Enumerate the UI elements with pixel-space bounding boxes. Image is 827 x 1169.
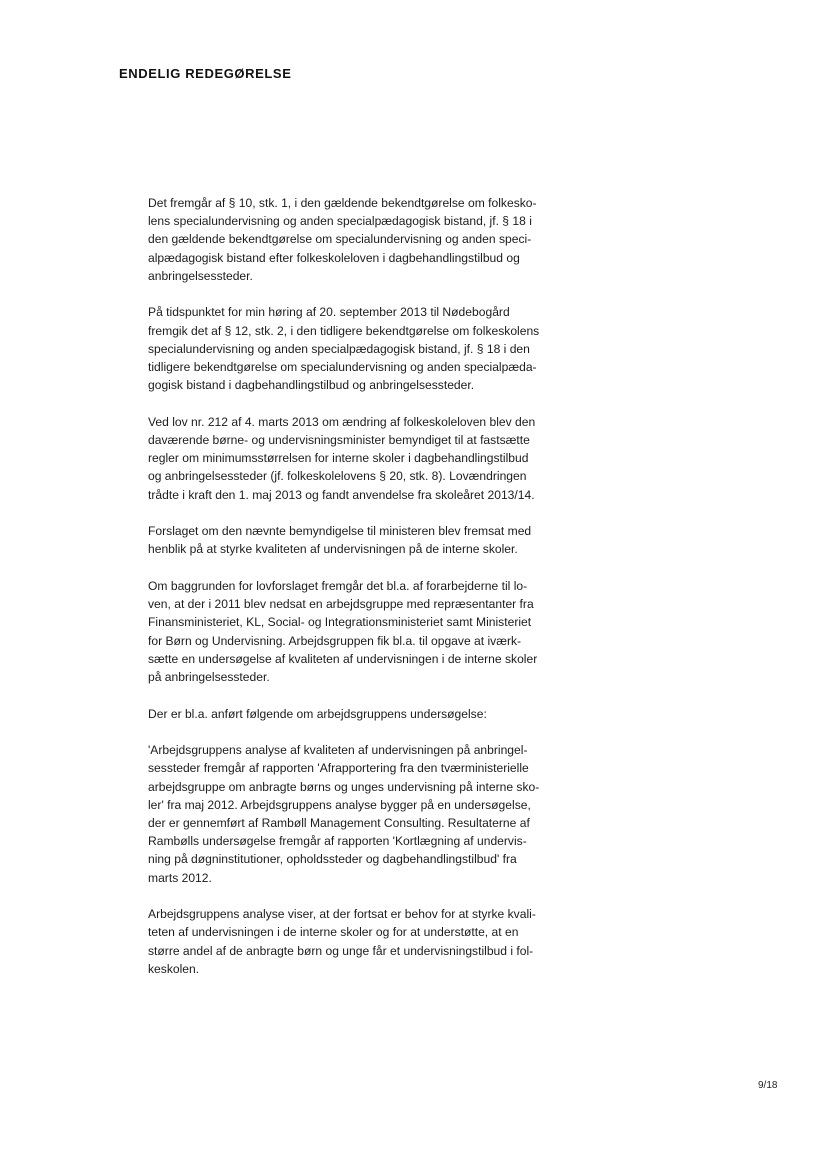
paragraph-line: Der er bl.a. anført følgende om arbejdsgruppens undersøgelse: xyxy=(148,706,487,721)
paragraph xyxy=(148,522,588,558)
paragraph-line: for Børn og Undervisning. Arbejdsgruppen fik bl.a. til opgave at iværk- xyxy=(148,633,522,648)
paragraph xyxy=(148,705,588,723)
paragraph-line: marts 2012. xyxy=(148,870,212,885)
paragraph-line: Det fremgår af § 10, stk. 1, i den gældende bekendtgørelse om folkesko- xyxy=(148,196,537,210)
paragraph-line: Ved lov nr. 212 af 4. marts 2013 om ændring af folkeskoleloven blev den xyxy=(148,414,536,429)
paragraph-line: ning på døgninstitutioner, opholdssteder og dagbehandlingstilbud' fra xyxy=(148,852,517,867)
paragraph-line: Om baggrunden for lovforslaget fremgår det bl.a. af forarbejderne til lo- xyxy=(148,579,528,594)
paragraph-line: arbejdsgruppe om anbragte børns og unges undervisning på interne sko- xyxy=(148,779,540,794)
paragraph-line: trådte i kraft den 1. maj 2013 og fandt anvendelse fra skoleåret 2013/14. xyxy=(148,487,535,502)
paragraph-line: lens specialundervisning og anden specialpædagogisk bistand, jf. § 18 i xyxy=(148,214,532,229)
paragraph-line: Forslaget om den nævnte bemyndigelse til ministeren blev fremsat med xyxy=(148,524,532,539)
paragraph-line: keskolen. xyxy=(148,961,200,976)
paragraph-line: henblik på at styrke kvaliteten af undervisningen på de interne skoler. xyxy=(148,542,518,557)
paragraph xyxy=(148,303,588,394)
paragraph-line: gogisk bistand i dagbehandlingstilbud og anbringelsessteder. xyxy=(148,378,475,393)
page-number: 9/18 xyxy=(758,1080,778,1091)
paragraph xyxy=(148,741,588,887)
paragraph-line: På tidspunktet for min høring af 20. september 2013 til Nødebogård xyxy=(148,305,510,320)
paragraph-line: Arbejdsgruppens analyse viser, at der fortsat er behov for at styrke kvali- xyxy=(148,907,536,922)
paragraph xyxy=(148,905,588,978)
paragraph-line: teten af undervisningen i de interne skoler og for at understøtte, at en xyxy=(148,925,519,940)
paragraph-line: og anbringelsessteder (jf. folkeskolelovens § 20, stk. 8). Lovændringen xyxy=(148,469,527,484)
paragraph-line: ler' fra maj 2012. Arbejdsgruppens analyse bygger på en undersøgelse, xyxy=(148,797,531,812)
paragraph-line: Finansministeriet, KL, Social- og Integrationsministeriet samt Ministeriet xyxy=(148,615,532,630)
paragraph-line: ven, at der i 2011 blev nedsat en arbejdsgruppe med repræsentanter fra xyxy=(148,597,534,612)
paragraph-line: der er gennemført af Rambøll Management Consulting. Resultaterne af xyxy=(148,816,530,831)
paragraph xyxy=(148,194,588,285)
paragraph-line: på anbringelsessteder. xyxy=(148,670,270,685)
paragraph-line: sætte en undersøgelse af kvaliteten af undervisningen i de interne skoler xyxy=(148,651,538,666)
paragraph-line: daværende børne- og undervisningsminister bemyndiget til at fastsætte xyxy=(148,433,530,448)
paragraph-line: 'Arbejdsgruppens analyse af kvaliteten af undervisningen på anbringel- xyxy=(148,743,528,758)
paragraph-line: den gældende bekendtgørelse om specialundervisning og anden speci- xyxy=(148,232,532,247)
paragraph-line: regler om minimumsstørrelsen for interne skoler i dagbehandlingstilbud xyxy=(148,451,529,466)
paragraph-line: alpædagogisk bistand efter folkeskoleloven i dagbehandlingstilbud og xyxy=(148,250,520,265)
paragraph-line: fremgik det af § 12, stk. 2, i den tidligere bekendtgørelse om folkeskolens xyxy=(148,323,540,338)
paragraph-line: anbringelsessteder. xyxy=(148,268,253,283)
paragraph xyxy=(148,577,588,686)
document-header-title: ENDELIG REDEGØRELSE xyxy=(119,66,292,81)
paragraph-line: tidligere bekendtgørelse om specialundervisning og anden specialpæda- xyxy=(148,360,537,375)
paragraph xyxy=(148,413,588,504)
paragraph-line: Rambølls undersøgelse fremgår af rapporten 'Kortlægning af undervis- xyxy=(148,834,527,849)
document-body xyxy=(148,194,588,996)
paragraph-line: sessteder fremgår af rapporten 'Afrapportering fra den tværministerielle xyxy=(148,761,529,776)
paragraph-line: specialundervisning og anden specialpædagogisk bistand, jf. § 18 i den xyxy=(148,341,530,356)
paragraph-line: større andel af de anbragte børn og unge får et undervisningstilbud i fol- xyxy=(148,943,534,958)
